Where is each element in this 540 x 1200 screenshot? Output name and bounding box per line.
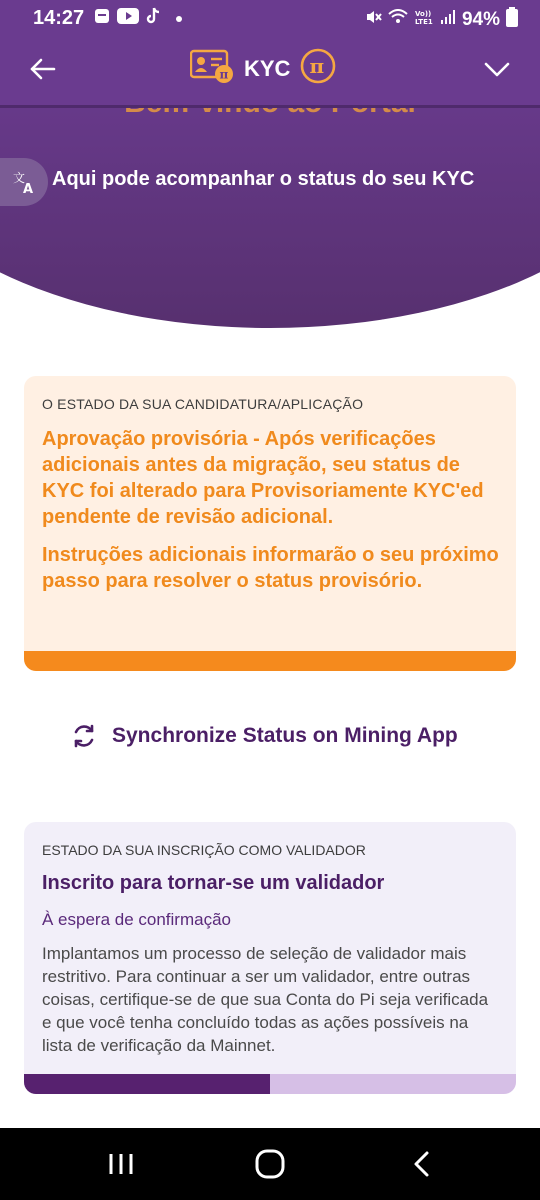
svg-text:A: A — [23, 182, 34, 195]
wifi-icon — [388, 9, 408, 31]
kyc-status-card — [24, 376, 516, 671]
sync-icon — [70, 722, 98, 750]
status-bar — [0, 0, 540, 36]
notification-icons — [94, 7, 183, 30]
back-icon — [405, 1148, 439, 1180]
status-time: 14:27 — [33, 7, 85, 29]
notification-icon — [94, 8, 110, 29]
recent-apps-icon — [104, 1148, 138, 1180]
volte-icon — [414, 8, 434, 32]
pi-logo-icon — [300, 48, 336, 89]
app-bar — [0, 36, 540, 108]
synchronize-status-button[interactable] — [70, 714, 480, 758]
chevron-down-icon — [482, 54, 512, 84]
validator-heading: Inscrito para tornar-se um validador — [42, 872, 385, 894]
page-title: KYC — [244, 55, 291, 81]
sync-label: Synchronize Status on Mining App — [112, 724, 458, 747]
dot-icon — [175, 10, 183, 28]
back-arrow-icon — [26, 52, 60, 86]
battery-icon — [506, 7, 518, 33]
validator-description: Implantamos um processo de seleção de validador mais restritivo. Para continuar a ser um validador, entre outras coisas, certifique-se de que sua Conta do Pi seja verificada e que você tenha concluído todas as ações possíveis na lista de verificação da Mainnet. — [42, 944, 489, 1055]
validator-status-label: ESTADO DA SUA INSCRIÇÃO COMO VALIDADOR — [42, 842, 366, 858]
svg-text:LTE1: LTE1 — [414, 18, 433, 26]
tiktok-icon — [146, 7, 162, 30]
kyc-status-label: O ESTADO DA SUA CANDIDATURA/APLICAÇÃO — [42, 396, 364, 412]
back-button[interactable] — [26, 52, 60, 86]
system-nav-bar — [0, 1128, 540, 1200]
svg-text:文: 文 — [13, 171, 26, 185]
validator-status-card — [24, 822, 516, 1094]
validator-progress-fill — [24, 1074, 270, 1094]
app-title-group — [190, 48, 336, 89]
kyc-status-instructions: Instruções adicionais informarão o seu próximo passo para resolver o status provisório. — [42, 544, 499, 592]
translate-icon — [11, 169, 37, 195]
home-icon — [253, 1148, 287, 1180]
id-card-icon — [190, 48, 234, 89]
translate-button[interactable] — [0, 158, 48, 206]
signal-icon — [440, 9, 456, 31]
dropdown-toggle[interactable] — [482, 54, 512, 84]
youtube-icon — [117, 8, 139, 29]
kyc-status-accent-bar — [24, 651, 516, 671]
system-icons — [364, 7, 518, 33]
hero-subtitle: Aqui pode acompanhar o status do seu KYC — [52, 168, 475, 190]
mute-icon — [364, 8, 382, 32]
battery-text: 94% — [461, 9, 500, 30]
recent-apps-button[interactable] — [104, 1148, 138, 1180]
validator-status: À espera de confirmação — [42, 910, 231, 929]
svg-text:π: π — [219, 67, 229, 82]
svg-text:Vo)): Vo)) — [414, 10, 432, 18]
svg-text:π: π — [309, 54, 325, 78]
validator-progress-bar — [24, 1074, 516, 1094]
back-nav-button[interactable] — [405, 1148, 439, 1180]
home-button[interactable] — [253, 1148, 287, 1180]
kyc-status-message: Aprovação provisória - Após verificações adicionais antes da migração, seu status de KYC foi alterado para Provisoriamente KYC'ed pendente de revisão adicional. — [42, 428, 484, 528]
